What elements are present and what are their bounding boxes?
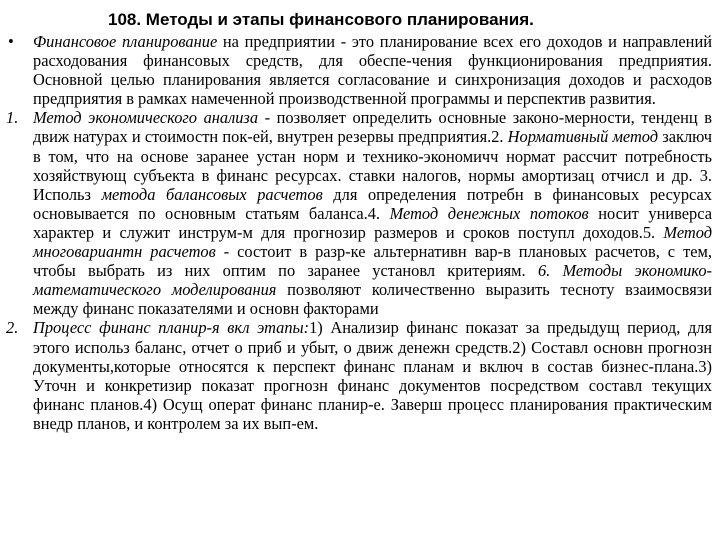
list-item-methods: [6, 108, 712, 318]
method4-number: 4.: [367, 203, 381, 223]
stages-text: 1) Анализир финанс показат за предыдущ период, для этого использ баланс, отчет о приб и убыт, о движ денежн средств.2) Составл основн прогнозн документы,которые относятся к перспект финанс планам и включ в состав бизнес-плана.3) Уточн и конкретизир показат прогнозн финанс документов посредством составл текущих финанс планов.4) Осущ операт финанс планир-е. Заверш процесс планирования практическим внедр планов, и контролем за их вып-ем.: [33, 318, 712, 433]
method1-text: - позволяет определить основные законо-мерности, тенденц в движ натурах и стоимостн пок-ей, внутрен резервы предприятия.: [33, 108, 713, 147]
term-financial-planning: Финансовое планирование: [33, 32, 218, 51]
method6-text: позволяют количественно выразить тесноту взаимосвязи между финанс показателями и основн факторами: [33, 280, 712, 319]
method2-number: 2.: [491, 127, 504, 147]
term-multivariant-calculations: Метод многовариантн расчетов: [33, 222, 712, 262]
bullet-marker: •: [8, 32, 14, 51]
term-cash-flows: Метод денежных потоков: [380, 203, 589, 223]
list-item-definition: [6, 32, 712, 108]
term-planning-stages: Процесс финанс планир-я вкл этапы:: [33, 318, 310, 338]
method6-number: 6.: [537, 261, 551, 281]
content-list: [6, 32, 712, 433]
term-math-modeling: Методы экономико-математического моделирования: [33, 261, 713, 300]
method5-text: - состоит в разр-ке альтернативн вар-в плановых расчетов, с тем, чтобы выбрать из них оптим по заранее установл критериям.: [33, 242, 712, 281]
term-balance-calculations: метода балансовых расчетов: [101, 184, 323, 204]
page-title: 108. Методы и этапы финансового планирования.: [108, 10, 534, 29]
method5-number: 5.: [642, 222, 656, 242]
method4-text: носит универса характер и служит инструм-м для прогнозир размеров и сроков поступл доходов.: [33, 203, 712, 242]
list-item-stages: [6, 318, 712, 433]
number-marker-1: 1.: [6, 108, 19, 128]
method3-text: для определения потребн в финансовых ресурсах основывается по основным статьям баланса.: [33, 184, 712, 223]
number-marker-2: 2.: [6, 318, 19, 338]
term-economic-analysis: Метод экономического анализа: [33, 108, 259, 128]
term-normative-method: Нормативный метод: [503, 127, 659, 147]
definition-text: на предприятии - это планирование всех его доходов и направлений расходования финансовых средств, для обеспе-чения функционирования предприятия. Основной целью планирования является согласование и синхронизация доходов и расходов предприятия в рамках намеченной производственной программы и перспектив развития.: [33, 32, 712, 109]
method2-text: заключ в том, что на основе заранее устан норм и технико-экономичч нормат рассчит потребность хозяйствующ субъекта в финанс ресурсах. ставки налогов, нормы амортизац отчисл и др. 3. Использ: [33, 127, 712, 204]
